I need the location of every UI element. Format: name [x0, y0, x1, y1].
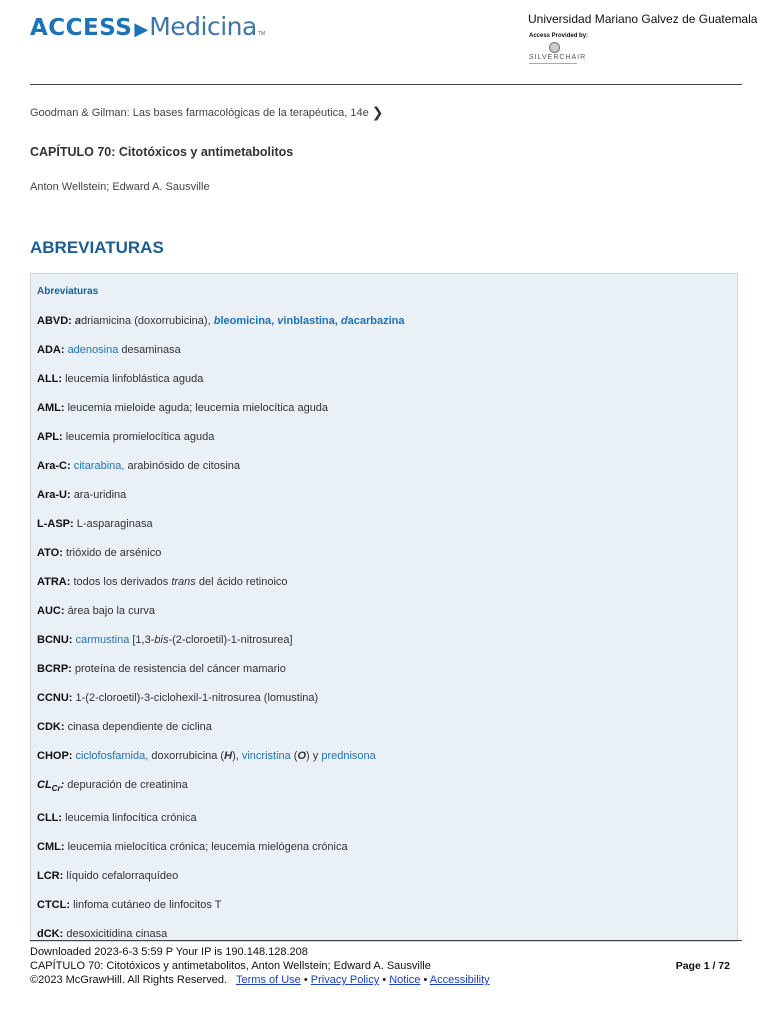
abbr-text: 1-(2-cloroetil)-3-ciclohexil-1-nitrosurea (lomustina): [75, 692, 319, 704]
abbr-term: CHOP:: [37, 750, 73, 762]
abbr-term: AML:: [37, 402, 65, 414]
list-item: [37, 899, 727, 928]
abbreviations-box: [30, 273, 738, 942]
abbr-term: CCNU:: [37, 692, 73, 704]
institution-name: Universidad Mariano Galvez de Guatemala: [528, 12, 758, 26]
abbr-text: ),: [232, 750, 242, 762]
abbr-letter[interactable]: b: [213, 315, 221, 327]
abbr-text: leucemia mieloide aguda; leucemia mielocítica aguda: [67, 402, 329, 414]
drug-link[interactable]: ciclofosfamida,: [75, 750, 149, 762]
drug-link[interactable]: citarabina,: [73, 460, 125, 472]
abbr-term: Ara-U:: [37, 489, 71, 501]
abbr-text: leucemia linfoblástica aguda: [65, 373, 204, 385]
abbr-text: -(2-cloroetil)-1-nitrosurea]: [168, 634, 293, 646]
access-provided-by: Access Provided by:: [529, 33, 589, 39]
header-divider: [30, 84, 742, 85]
abbr-letter: H: [224, 750, 233, 762]
abbr-term: ALL:: [37, 373, 63, 385]
abbr-term: [37, 779, 65, 794]
abbr-text: ara-uridina: [73, 489, 127, 501]
abbr-text: del ácido retinoico: [195, 576, 288, 588]
list-item: [37, 518, 727, 547]
breadcrumb-book-link[interactable]: Goodman & Gilman: Las bases farmacológicas de la terapéutica, 14e: [30, 106, 369, 119]
abbreviations-list: [37, 315, 727, 942]
section-title: ABREVIATURAS: [30, 238, 164, 257]
abbr-text: desoxicitidina cinasa: [66, 928, 168, 940]
abbr-term: ADA:: [37, 344, 65, 356]
abbr-text: desaminasa: [118, 344, 181, 356]
chevron-right-icon: ❯: [371, 104, 384, 120]
citation: CAPÍTULO 70: Citotóxicos y antimetabolitos, Anton Wellstein; Edward A. Sausville: [30, 960, 431, 972]
page-number: Page 1 / 72: [675, 960, 730, 972]
list-item: [37, 634, 727, 663]
abbr-text: depuración de creatinina: [67, 779, 188, 791]
abbr-letter: a: [74, 315, 82, 327]
list-item: [37, 779, 727, 812]
accessmedicina-logo[interactable]: [30, 12, 265, 41]
list-item: [37, 750, 727, 779]
silverchair-globe-icon: [549, 42, 560, 53]
abbr-text: leucemia promielocítica aguda: [65, 431, 215, 443]
list-item: [37, 605, 727, 634]
terms-of-use-link[interactable]: Terms of Use: [236, 974, 301, 986]
list-item: [37, 692, 727, 721]
abbr-text: arabinósido de citosina: [124, 460, 241, 472]
list-item: [37, 315, 727, 344]
abbr-letter[interactable]: d: [340, 315, 348, 327]
privacy-policy-link[interactable]: Privacy Policy: [310, 974, 380, 986]
abbr-letter[interactable]: v: [277, 315, 284, 327]
abbr-term: APL:: [37, 431, 63, 443]
abbr-text: doxorrubicina (: [148, 750, 225, 762]
abbr-text: driamicina (doxorrubicina),: [81, 315, 214, 327]
page-header: [0, 0, 768, 84]
abbr-text: líquido cefalorraquídeo: [66, 870, 179, 882]
logo-trademark: TM: [257, 31, 266, 37]
abbr-term: dCK:: [37, 928, 64, 940]
abbr-text: leucemia mielocítica crónica; leucemia mielógena crónica: [67, 841, 348, 853]
accessibility-link[interactable]: Accessibility: [429, 974, 490, 986]
list-item: [37, 344, 727, 373]
abbr-text: ) y: [306, 750, 322, 762]
drug-link[interactable]: adenosina: [67, 344, 119, 356]
abbr-text: área bajo la curva: [67, 605, 156, 617]
list-item: [37, 460, 727, 489]
abbr-text: trióxido de arsénico: [65, 547, 162, 559]
list-item: [37, 373, 727, 402]
list-item: [37, 870, 727, 899]
page-footer: [30, 945, 742, 987]
abbr-text: L-asparaginasa: [76, 518, 153, 530]
drug-link[interactable]: carmustina: [75, 634, 130, 646]
abbr-term: ABVD:: [37, 315, 72, 327]
download-info: Downloaded 2023-6-3 5:59 P Your IP is 190.148.128.208: [30, 946, 308, 958]
abbr-text: (: [290, 750, 298, 762]
list-item: [37, 402, 727, 431]
logo-arrow-icon: ▶: [134, 19, 149, 39]
logo-access-text: ACCESS: [30, 15, 133, 41]
abbreviations-heading: Abreviaturas: [37, 286, 99, 297]
abbr-term: CML:: [37, 841, 65, 853]
list-item: [37, 721, 727, 750]
abbr-term: CDK:: [37, 721, 65, 733]
abbr-text: leucemia linfocítica crónica: [65, 812, 197, 824]
abbr-text: [1,3-: [129, 634, 155, 646]
footer-divider: [30, 940, 742, 941]
abbr-term: BCRP:: [37, 663, 72, 675]
abbr-term-subscript: Cr: [51, 784, 61, 794]
abbr-text-italic: trans: [171, 576, 196, 588]
breadcrumb[interactable]: [30, 104, 383, 121]
abbr-term: L-ASP:: [37, 518, 74, 530]
abbr-term-colon: :: [60, 779, 65, 791]
abbr-term: CLL:: [37, 812, 63, 824]
abbr-letter: O: [297, 750, 307, 762]
abbr-term: ATRA:: [37, 576, 71, 588]
list-item: [37, 812, 727, 841]
abbr-term: CTCL:: [37, 899, 70, 911]
silverchair-logo-rule: [529, 63, 577, 64]
drug-link[interactable]: prednisona: [321, 750, 376, 762]
drug-link[interactable]: acarbazina: [347, 315, 405, 327]
copyright: ©2023 McGrawHill. All Rights Reserved.: [30, 974, 228, 986]
abbr-term: BCNU:: [37, 634, 73, 646]
logo-medicina-text: Medicina: [149, 12, 257, 41]
notice-link[interactable]: Notice: [389, 974, 421, 986]
silverchair-logo: SILVERCHAIR: [529, 54, 587, 61]
list-item: [37, 841, 727, 870]
abbr-term-main: CL: [37, 779, 52, 791]
abbr-text: proteína de resistencia del cáncer mamario: [74, 663, 286, 675]
drug-link[interactable]: leomicina,: [220, 315, 278, 327]
list-item: [37, 431, 727, 460]
list-item: [37, 489, 727, 518]
abbr-text-italic: bis: [154, 634, 169, 646]
drug-link[interactable]: vincristina: [241, 750, 291, 762]
abbr-term: AUC:: [37, 605, 65, 617]
abbr-term: Ara-C:: [37, 460, 71, 472]
abbr-text: cinasa dependiente de ciclina: [67, 721, 212, 733]
list-item: [37, 547, 727, 576]
abbr-text: todos los derivados: [73, 576, 172, 588]
abbr-term: ATO:: [37, 547, 63, 559]
chapter-authors: Anton Wellstein; Edward A. Sausville: [30, 181, 210, 193]
chapter-title: CAPÍTULO 70: Citotóxicos y antimetabolitos: [30, 145, 294, 159]
footer-links-line: ©2023 McGrawHill. All Rights Reserved. Terms of Use • Privacy Policy • Notice • Accessibility: [30, 974, 490, 986]
list-item: [37, 576, 727, 605]
abbr-term: LCR:: [37, 870, 64, 882]
list-item: [37, 663, 727, 692]
drug-link[interactable]: inblastina,: [283, 315, 341, 327]
abbr-text: linfoma cutáneo de linfocitos T: [73, 899, 222, 911]
